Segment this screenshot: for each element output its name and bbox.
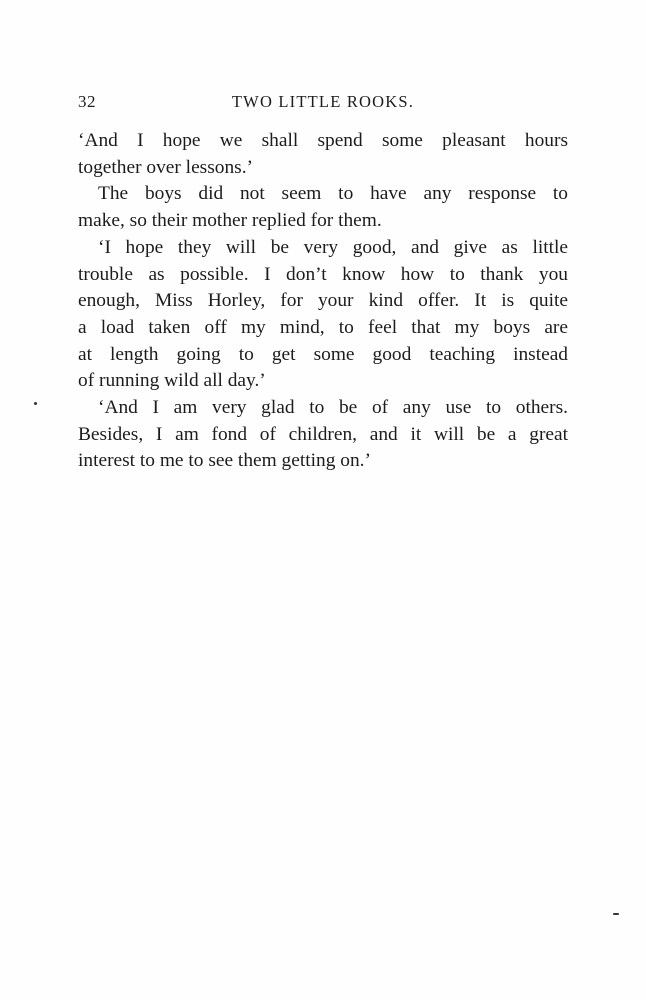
text-line: make, so their mother replied for them.: [78, 210, 382, 232]
print-speck: [34, 402, 37, 405]
text-line: together over lessons.’: [78, 156, 254, 178]
text-line: of running wild all day.’: [78, 370, 266, 392]
text-line: ‘And I am very glad to be of any use to others.: [98, 397, 568, 419]
text-line: a load taken off my mind, to feel that my boys are: [78, 316, 568, 338]
page-number: 32: [78, 92, 96, 111]
running-head: [78, 92, 568, 118]
text-line: ‘I hope they will be very good, and give as little: [98, 236, 568, 258]
text-line: The boys did not seem to have any response to: [98, 183, 568, 205]
print-speck: [613, 913, 619, 915]
text-line: ‘And I hope we shall spend some pleasant hours: [78, 130, 568, 151]
text-line: Besides, I am fond of children, and it will be a great: [78, 423, 568, 445]
text-line: enough, Miss Horley, for your kind offer. It is quite: [78, 290, 568, 312]
paragraph: [78, 395, 568, 475]
body-text: [78, 128, 568, 475]
text-line: interest to me to see them getting on.’: [78, 450, 371, 472]
paragraph: [78, 235, 568, 395]
text-line: trouble as possible. I don’t know how to thank you: [78, 263, 568, 285]
text-line: at length going to get some good teaching instead: [78, 343, 568, 365]
paragraph: [78, 128, 568, 181]
paragraph: [78, 181, 568, 234]
running-title: TWO LITTLE ROOKS.: [231, 92, 415, 111]
